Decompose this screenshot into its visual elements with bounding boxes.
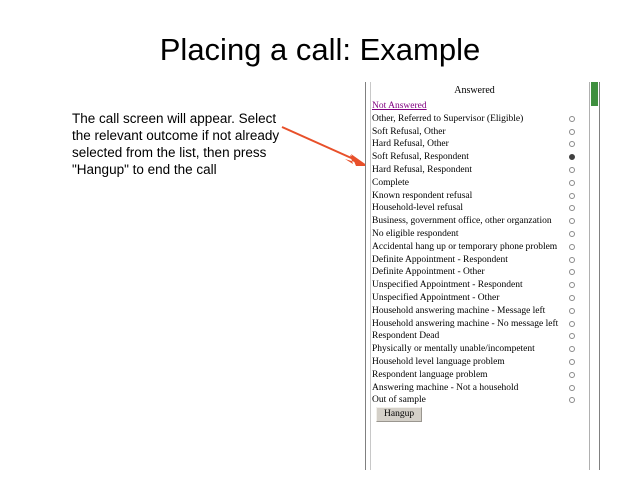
call-screen-content <box>372 82 588 470</box>
list-item-label: Household level language problem <box>372 356 505 367</box>
radio-button[interactable] <box>569 141 575 147</box>
list-item[interactable] <box>372 369 577 382</box>
list-item-label: Accidental hang up or temporary phone problem <box>372 241 558 252</box>
list-item-label: Other, Referred to Supervisor (Eligible) <box>372 113 524 124</box>
list-item[interactable] <box>372 382 577 395</box>
radio-button[interactable] <box>569 180 575 186</box>
list-item[interactable] <box>372 279 577 292</box>
scrollbar-vertical[interactable] <box>589 82 599 470</box>
radio-button[interactable] <box>569 193 575 199</box>
list-item[interactable] <box>372 151 577 164</box>
radio-button[interactable] <box>569 333 575 339</box>
list-item[interactable] <box>372 394 577 407</box>
radio-button-selected[interactable] <box>569 154 575 160</box>
radio-button[interactable] <box>569 129 575 135</box>
list-item[interactable] <box>372 292 577 305</box>
outcome-list[interactable] <box>372 100 577 407</box>
list-item-label: Complete <box>372 177 409 188</box>
list-item[interactable] <box>372 113 577 126</box>
list-item-label: Definite Appointment - Other <box>372 267 485 278</box>
list-item-label: Business, government office, other organzation <box>372 216 552 227</box>
list-item[interactable] <box>372 126 577 139</box>
radio-button[interactable] <box>569 269 575 275</box>
list-item[interactable] <box>372 318 577 331</box>
radio-button[interactable] <box>569 231 575 237</box>
radio-button[interactable] <box>569 244 575 250</box>
radio-button[interactable] <box>569 372 575 378</box>
radio-button[interactable] <box>569 346 575 352</box>
list-item[interactable] <box>372 305 577 318</box>
list-item-label: Soft Refusal, Respondent <box>372 152 469 163</box>
list-item[interactable] <box>372 254 577 267</box>
radio-button[interactable] <box>569 116 575 122</box>
radio-button[interactable] <box>569 308 575 314</box>
radio-button[interactable] <box>569 205 575 211</box>
list-item[interactable] <box>372 356 577 369</box>
radio-button[interactable] <box>569 397 575 403</box>
call-screen-screenshot <box>365 82 600 470</box>
list-item-label: Definite Appointment - Respondent <box>372 254 508 265</box>
list-item-label: Soft Refusal, Other <box>372 126 446 137</box>
list-item-label: Unspecified Appointment - Respondent <box>372 280 523 291</box>
list-item-label: Unspecified Appointment - Other <box>372 292 500 303</box>
list-item-label: No eligible respondent <box>372 228 459 239</box>
list-item[interactable] <box>372 228 577 241</box>
radio-button[interactable] <box>569 385 575 391</box>
section-header: Answered <box>454 85 495 96</box>
page-title: Placing a call: Example <box>159 32 481 67</box>
radio-button[interactable] <box>569 359 575 365</box>
list-item[interactable] <box>372 164 577 177</box>
radio-button[interactable] <box>569 257 575 263</box>
hangup-button[interactable]: Hangup <box>376 407 422 422</box>
list-item[interactable] <box>372 266 577 279</box>
list-item-label: Hard Refusal, Other <box>372 139 449 150</box>
list-item[interactable] <box>372 202 577 215</box>
radio-button[interactable] <box>569 321 575 327</box>
list-item[interactable] <box>372 241 577 254</box>
scrollbar-thumb[interactable] <box>591 82 598 106</box>
list-item[interactable] <box>372 215 577 228</box>
list-item-label: Not Answered <box>372 101 427 111</box>
radio-button[interactable] <box>569 218 575 224</box>
list-item[interactable] <box>372 138 577 151</box>
list-item-label: Household answering machine - Message left <box>372 305 546 316</box>
list-item-label: Respondent Dead <box>372 331 440 342</box>
list-item-label: Household answering machine - No message left <box>372 318 559 329</box>
list-item-label: Answering machine - Not a household <box>372 382 519 393</box>
radio-button[interactable] <box>569 282 575 288</box>
list-item-not-answered[interactable] <box>372 100 577 113</box>
list-item-label: Hard Refusal, Respondent <box>372 164 472 175</box>
list-item-label: Respondent language problem <box>372 369 488 380</box>
left-border <box>366 82 371 470</box>
list-item[interactable] <box>372 330 577 343</box>
list-item-label: Physically or mentally unable/incompetent <box>372 344 535 355</box>
callout-text: The call screen will appear. Select the relevant outcome if not already selected from the list, then press "Hangup" to end the call <box>72 111 280 177</box>
list-item-label: Known respondent refusal <box>372 190 473 201</box>
radio-button[interactable] <box>569 295 575 301</box>
radio-button[interactable] <box>569 167 575 173</box>
list-item[interactable] <box>372 177 577 190</box>
list-item[interactable] <box>372 343 577 356</box>
list-item-label: Household-level refusal <box>372 203 464 214</box>
pointer-arrow <box>280 125 375 170</box>
list-item-label: Out of sample <box>372 395 426 406</box>
list-item[interactable] <box>372 190 577 203</box>
